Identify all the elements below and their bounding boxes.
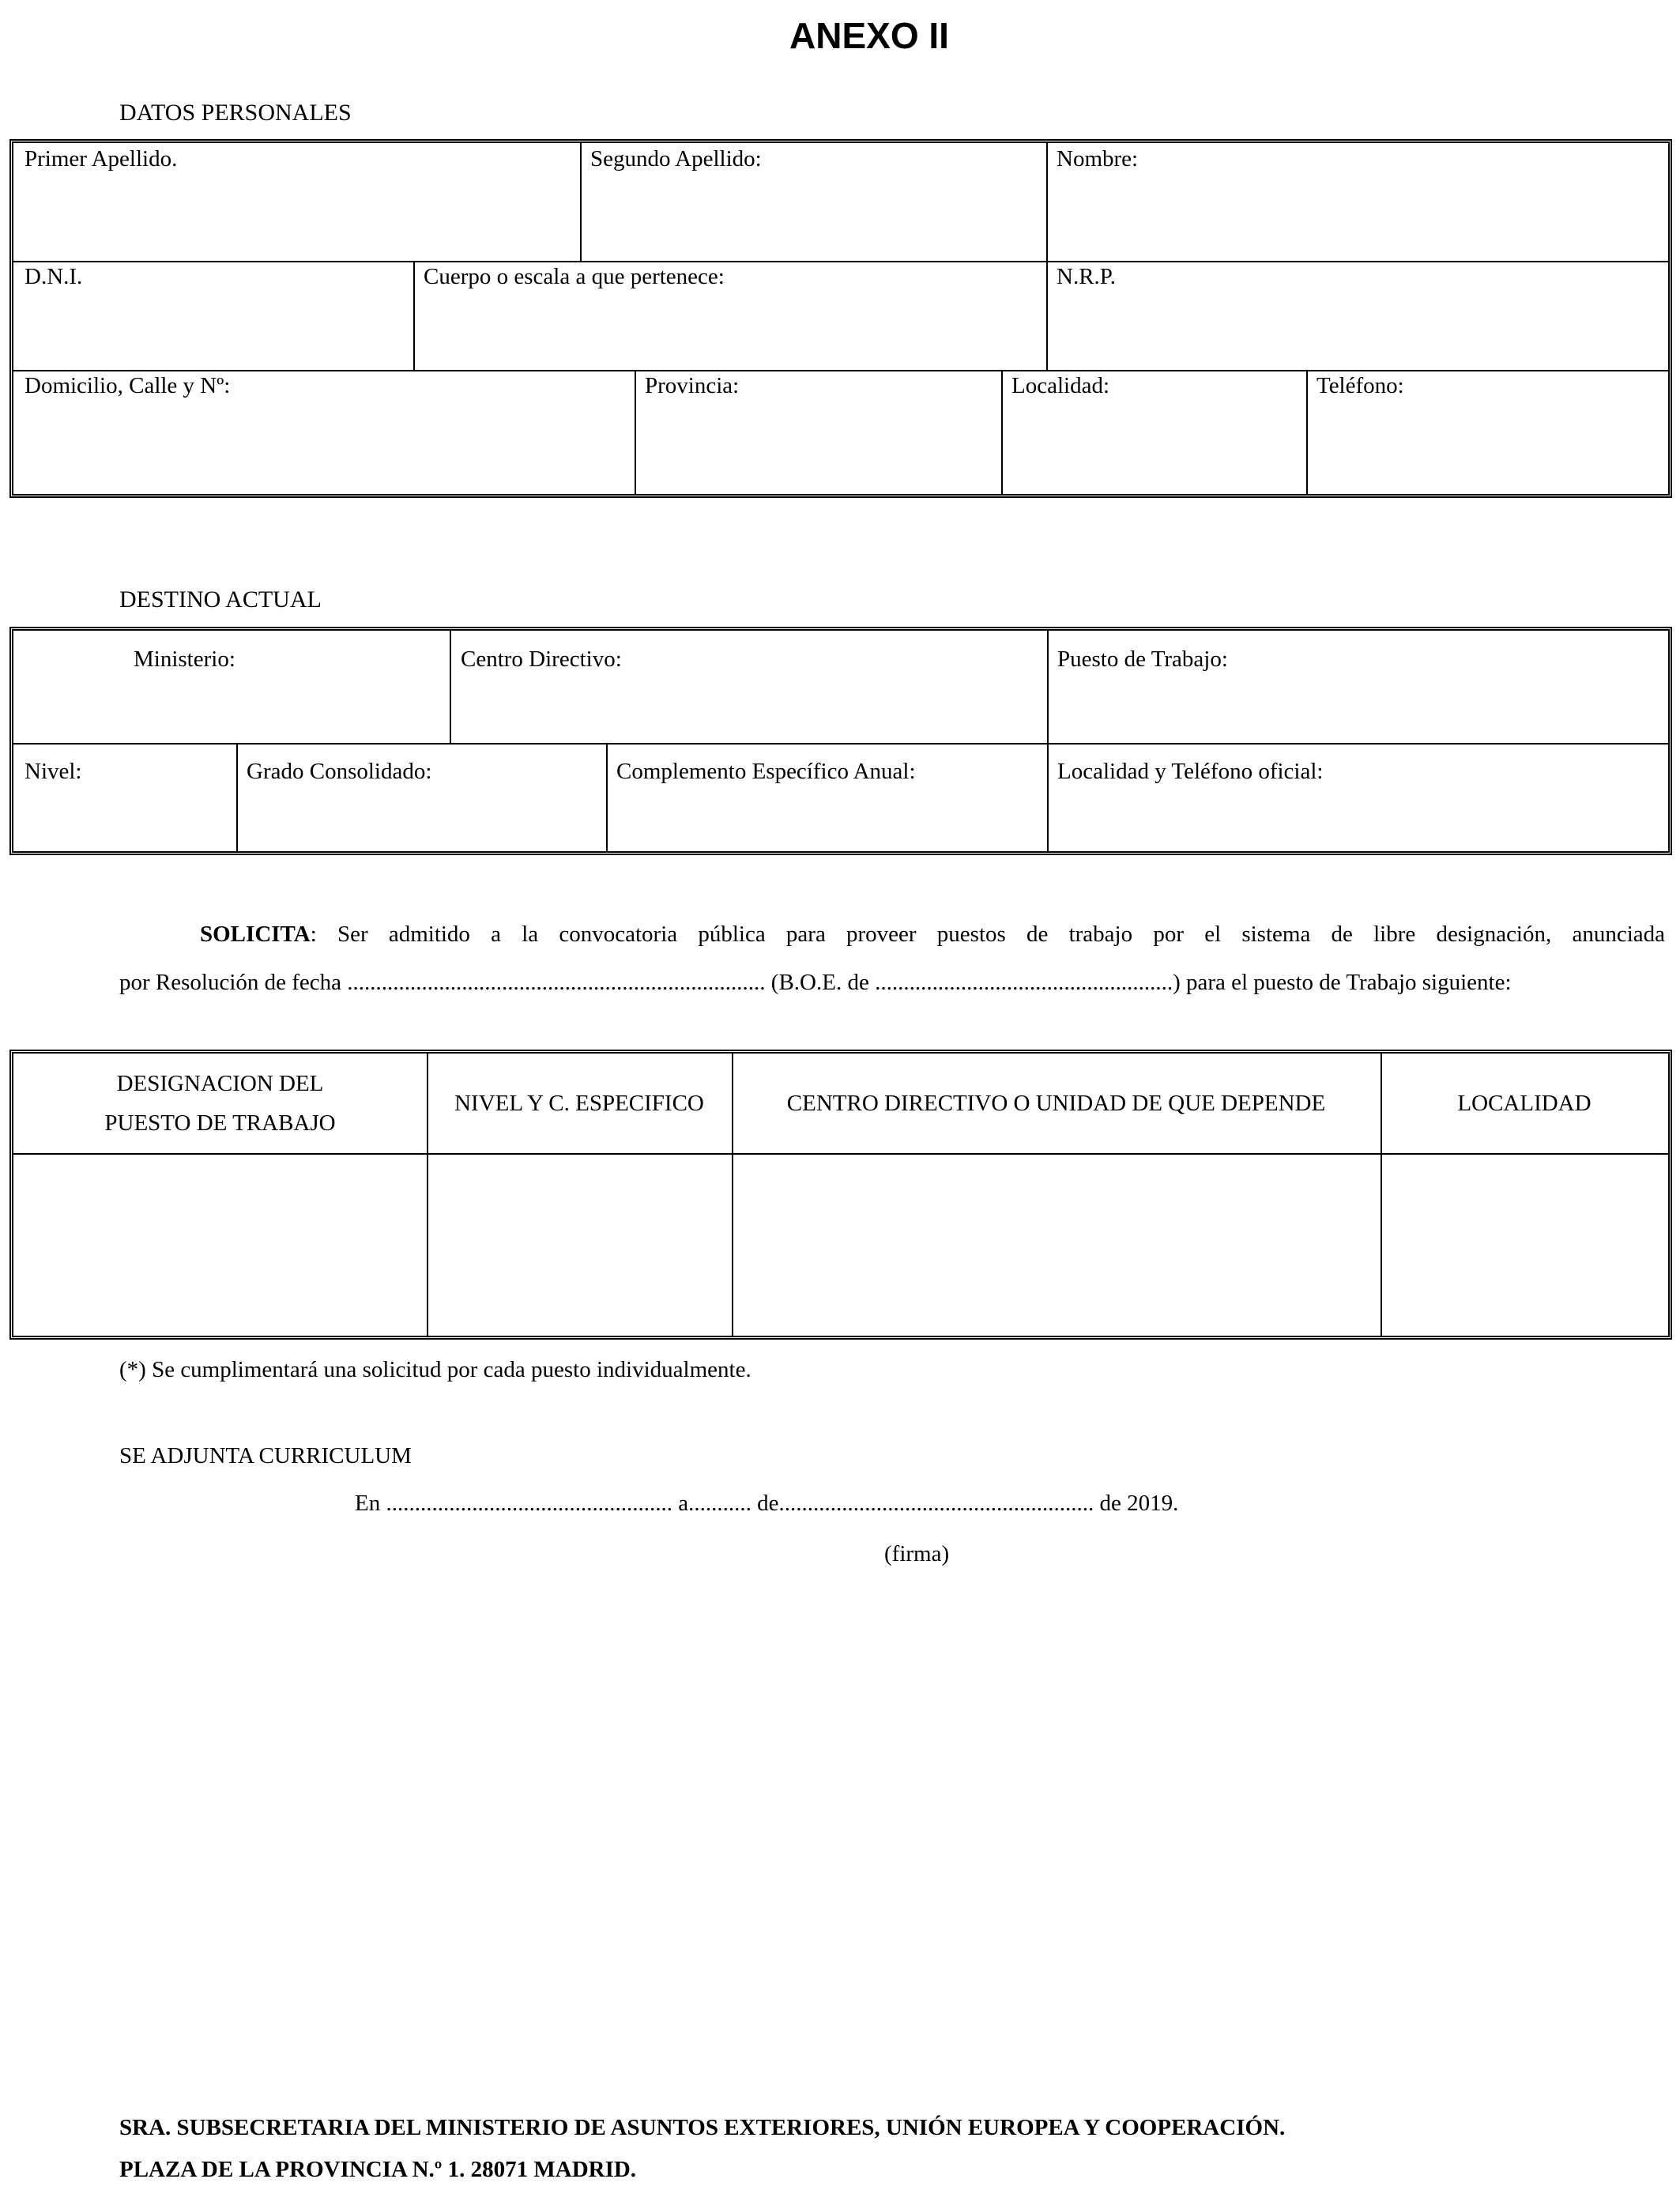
row-divider bbox=[13, 743, 1668, 745]
col-divider bbox=[1046, 143, 1048, 370]
localidad-telefono-oficial-field[interactable]: Localidad y Teléfono oficial: bbox=[1057, 759, 1324, 784]
col-divider bbox=[606, 743, 608, 851]
nivel-input-cell[interactable] bbox=[428, 1155, 732, 1336]
header-designacion-line1: DESIGNACION DEL bbox=[116, 1071, 324, 1096]
complemento-especifico-field[interactable]: Complemento Específico Anual: bbox=[616, 759, 916, 784]
puesto-table bbox=[9, 1050, 1672, 1340]
row-divider bbox=[13, 261, 1668, 262]
col-divider bbox=[580, 143, 582, 261]
header-nivel-especifico: NIVEL Y C. ESPECIFICO bbox=[454, 1091, 704, 1116]
primer-apellido-field[interactable]: Primer Apellido. bbox=[24, 146, 178, 172]
provincia-field[interactable]: Provincia: bbox=[645, 373, 740, 398]
solicita-line-2: por Resolución de fecha ......................................................................... (B.O.E. de ....................................................) para el puesto de Trabajo siguiente: bbox=[119, 970, 1512, 995]
puesto-trabajo-field[interactable]: Puesto de Trabajo: bbox=[1057, 647, 1228, 672]
destinatario-line: SRA. SUBSECRETARIA DEL MINISTERIO DE ASUNTOS EXTERIORES, UNIÓN EUROPEA Y COOPERACIÓN. bbox=[119, 2115, 1286, 2140]
telefono-field[interactable]: Teléfono: bbox=[1317, 373, 1404, 398]
header-centro-directivo: CENTRO DIRECTIVO O UNIDAD DE QUE DEPENDE bbox=[786, 1091, 1326, 1116]
dni-field[interactable]: D.N.I. bbox=[24, 264, 83, 289]
solicita-label: SOLICITA bbox=[200, 922, 311, 947]
direccion-line: PLAZA DE LA PROVINCIA N.º 1. 28071 MADRID. bbox=[119, 2157, 637, 2182]
nivel-field[interactable]: Nivel: bbox=[24, 759, 82, 784]
col-divider bbox=[1047, 631, 1049, 851]
solicita-line-1 bbox=[200, 922, 1665, 948]
fecha-line[interactable]: En .................................................. a........... de....................................................... de 2019. bbox=[355, 1491, 1179, 1516]
nombre-field[interactable]: Nombre: bbox=[1057, 146, 1139, 172]
header-localidad: LOCALIDAD bbox=[1457, 1091, 1591, 1116]
col-divider bbox=[1001, 370, 1003, 494]
nota-text: (*) Se cumplimentará una solicitud por cada puesto individualmente. bbox=[119, 1357, 751, 1382]
grado-consolidado-field[interactable]: Grado Consolidado: bbox=[247, 759, 432, 784]
col-divider bbox=[413, 261, 415, 370]
header-designacion-line2: PUESTO DE TRABAJO bbox=[104, 1110, 336, 1136]
datos-personales-table bbox=[9, 139, 1672, 498]
adjunta-curriculum: SE ADJUNTA CURRICULUM bbox=[119, 1443, 412, 1468]
cuerpo-escala-field[interactable]: Cuerpo o escala a que pertenece: bbox=[424, 264, 725, 289]
localidad-input-cell[interactable] bbox=[1382, 1155, 1668, 1336]
nrp-field[interactable]: N.R.P. bbox=[1057, 264, 1116, 289]
centro-directivo-field[interactable]: Centro Directivo: bbox=[461, 647, 622, 672]
localidad-field[interactable]: Localidad: bbox=[1011, 373, 1110, 398]
datos-personales-heading: DATOS PERSONALES bbox=[119, 100, 352, 126]
designacion-input-cell[interactable] bbox=[13, 1155, 427, 1336]
col-divider bbox=[1306, 370, 1308, 494]
centro-input-cell[interactable] bbox=[733, 1155, 1381, 1336]
destino-actual-table bbox=[9, 627, 1672, 855]
domicilio-field[interactable]: Domicilio, Calle y Nº: bbox=[24, 373, 231, 398]
segundo-apellido-field[interactable]: Segundo Apellido: bbox=[590, 146, 762, 172]
col-divider bbox=[236, 743, 238, 851]
ministerio-field[interactable]: Ministerio: bbox=[134, 647, 235, 672]
page-title: ANEXO II bbox=[789, 15, 949, 56]
row-divider bbox=[13, 370, 1668, 371]
destino-actual-heading: DESTINO ACTUAL bbox=[119, 586, 322, 613]
col-divider bbox=[635, 370, 636, 494]
firma-label: (firma) bbox=[884, 1541, 950, 1566]
solicita-text: : Ser admitido a la convocatoria pública para proveer puestos de trabajo por el sistema de libre designación, anunciada bbox=[310, 922, 1665, 947]
col-divider bbox=[450, 631, 451, 743]
header-designacion bbox=[13, 1054, 427, 1153]
